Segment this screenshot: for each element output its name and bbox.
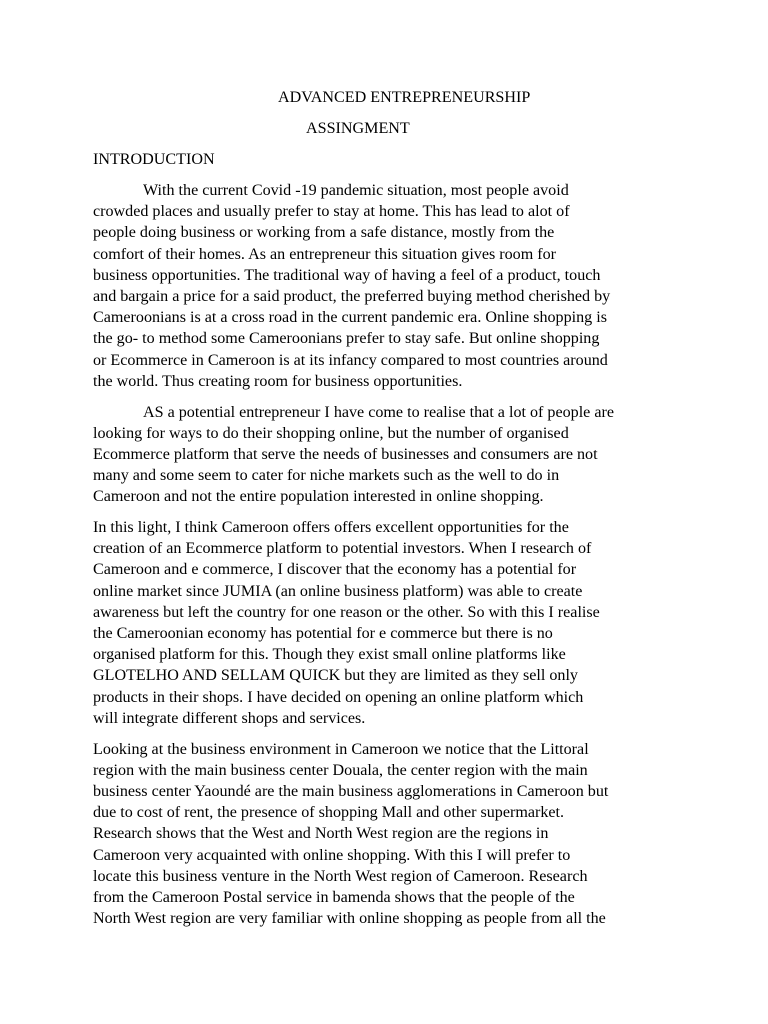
paragraph-line: locate this business venture in the North West region of Cameroon. Research	[93, 867, 588, 885]
paragraph-line: Cameroon and not the entire population interested in online shopping.	[93, 488, 544, 506]
paragraph-line: Research shows that the West and North West region are the regions in	[93, 825, 549, 843]
paragraph-line: products in their shops. I have decided on opening an online platform which	[93, 688, 584, 706]
paragraph-line: looking for ways to do their shopping online, but the number of organised	[93, 424, 569, 442]
paragraph-line: will integrate different shops and services.	[93, 709, 366, 727]
paragraph-line: the world. Thus creating room for business opportunities.	[93, 372, 463, 390]
paragraph-line: or Ecommerce in Cameroon is at its infancy compared to most countries around	[93, 351, 608, 369]
paragraph-line: business center Yaoundé are the main business agglomerations in Cameroon but	[93, 782, 609, 800]
paragraph-line: AS a potential entrepreneur I have come to realise that a lot of people are	[143, 403, 614, 421]
document-subtitle: ASSINGMENT	[306, 120, 410, 137]
paragraph-2	[93, 402, 693, 508]
document-title: ADVANCED ENTREPRENEURSHIP	[278, 89, 531, 106]
paragraph-line: comfort of their homes. As an entrepreneur this situation gives room for	[93, 245, 557, 263]
paragraph-line: region with the main business center Douala, the center region with the main	[93, 761, 588, 779]
paragraph-line: crowded places and usually prefer to stay at home. This has lead to alot of	[93, 203, 570, 221]
paragraph-line: Cameroon and e commerce, I discover that the economy has a potential for	[93, 561, 577, 579]
paragraph-line: organised platform for this. Though they exist small online platforms like	[93, 646, 566, 664]
paragraph-line: due to cost of rent, the presence of shopping Mall and other supermarket.	[93, 804, 565, 822]
paragraph-line: the go- to method some Cameroonians prefer to stay safe. But online shopping	[93, 330, 600, 348]
paragraph-line: and bargain a price for a said product, the preferred buying method cherished by	[93, 288, 611, 306]
paragraph-line: Cameroonians is at a cross road in the current pandemic era. Online shopping is	[93, 309, 607, 327]
paragraph-line: Ecommerce platform that serve the needs of businesses and consumers are not	[93, 445, 598, 463]
paragraph-3	[93, 517, 693, 729]
paragraph-line: Cameroon very acquainted with online shopping. With this I will prefer to	[93, 846, 571, 864]
paragraph-line: from the Cameroon Postal service in bamenda shows that the people of the	[93, 889, 575, 906]
section-heading-introduction: INTRODUCTION	[93, 151, 215, 168]
paragraph-line: North West region are very familiar with online shopping as people from all the	[93, 910, 606, 928]
paragraph-line: awareness but left the country for one reason or the other. So with this I realise	[93, 603, 600, 621]
paragraph-line: people doing business or working from a safe distance, mostly from the	[93, 224, 555, 242]
paragraph-line: In this light, I think Cameroon offers offers excellent opportunities for the	[93, 519, 569, 537]
paragraph-1	[93, 180, 693, 392]
paragraph-line: creation of an Ecommerce platform to potential investors. When I research of	[93, 540, 592, 558]
paragraph-line: online market since JUMIA (an online business platform) was able to create	[93, 582, 583, 600]
paragraph-4	[93, 739, 693, 930]
paragraph-line: business opportunities. The traditional way of having a feel of a product, touch	[93, 266, 601, 284]
paragraph-line: GLOTELHO AND SELLAM QUICK but they are limited as they sell only	[93, 667, 578, 685]
paragraph-line: many and some seem to cater for niche markets such as the well to do in	[93, 467, 560, 485]
paragraph-line: Looking at the business environment in Cameroon we notice that the Littoral	[93, 740, 589, 758]
paragraph-line: the Cameroonian economy has potential for e commerce but there is no	[93, 625, 553, 643]
paragraph-line: With the current Covid -19 pandemic situation, most people avoid	[143, 182, 569, 199]
document-body	[93, 180, 693, 939]
